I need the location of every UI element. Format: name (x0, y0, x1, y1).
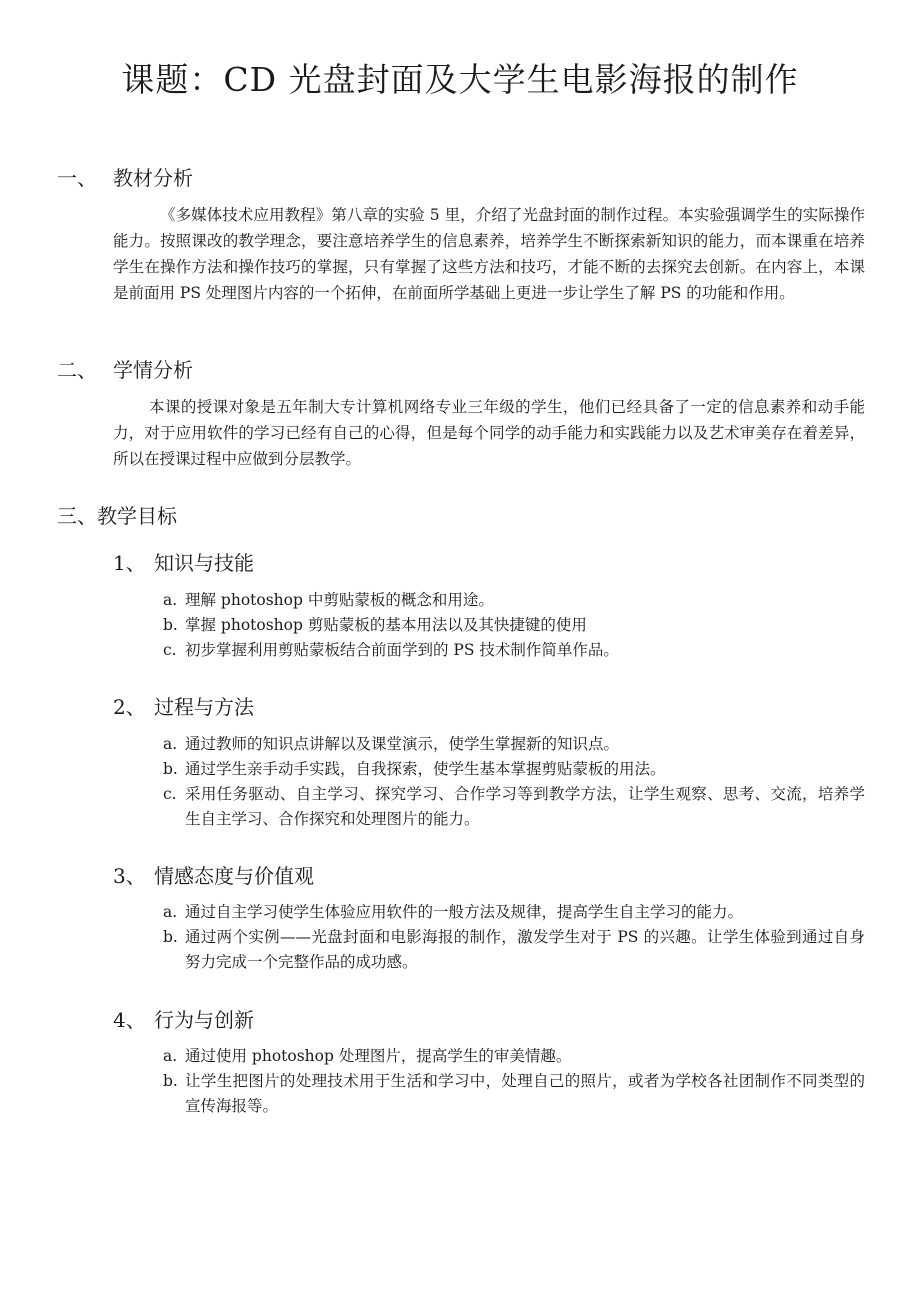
objective-heading-behavior-innovation (113, 1006, 254, 1034)
objective-title: 情感态度与价值观 (154, 864, 314, 888)
objective-heading-knowledge-skills (113, 549, 254, 577)
section-number: 一、 (57, 166, 97, 190)
list-marker: a. (163, 735, 178, 753)
list-item-text: 采用任务驱动、自主学习、探究学习、合作学习等到教学方法，让学生观察、思考、交流，培养学生自主学习、合作探究和处理图片的能力。 (185, 785, 865, 828)
section-number: 二、 (57, 358, 97, 382)
list-item (163, 900, 865, 925)
objective-title: 过程与方法 (154, 695, 254, 719)
section-heading-student-analysis (57, 356, 193, 384)
list-item (163, 925, 865, 975)
section-paragraph-student-analysis: 本课的授课对象是五年制大专计算机网络专业三年级的学生，他们已经具备了一定的信息素养和动手能力，对于应用软件的学习已经有自己的心得，但是每个同学的动手能力和实践能力以及艺术审美存在着差异，所以在授课过程中应做到分层教学。 (113, 398, 865, 468)
page-title: 课题：CD 光盘封面及大学生电影海报的制作 (121, 60, 799, 99)
section-title: 学情分析 (113, 358, 193, 382)
objective-number: 1、 (113, 551, 146, 575)
list-marker: b. (163, 760, 178, 778)
list-item-text: 理解 photoshop 中剪贴蒙板的概念和用途。 (185, 591, 494, 609)
list-marker: b. (163, 1072, 178, 1090)
list-item (163, 732, 865, 757)
section-paragraph-textbook-analysis: 《多媒体技术应用教程》第八章的实验 5 里，介绍了光盘封面的制作过程。本实验强调学生的实际操作能力。按照课改的教学理念，要注意培养学生的信息素养，培养学生不断探索新知识的能力，而本课重在培养学生在操作方法和操作技巧的掌握，只有掌握了这些方法和技巧，才能不断的去探究去创新。在内容上，本课是前面用 PS 处理图片内容的一个拓伸，在前面所学基础上更进一步让学生了解 PS 的功能和作用。 (113, 206, 865, 302)
section-number: 三、 (57, 504, 97, 528)
objective-number: 2、 (113, 695, 146, 719)
objective-list-behavior-innovation (163, 1044, 865, 1119)
list-item-text: 通过使用 photoshop 处理图片，提高学生的审美情趣。 (185, 1047, 572, 1065)
list-item (163, 1069, 865, 1119)
list-item-text: 通过两个实例——光盘封面和电影海报的制作，激发学生对于 PS 的兴趣。让学生体验到通过自身努力完成一个完整作品的成功感。 (185, 928, 865, 971)
objective-number: 4、 (113, 1008, 146, 1032)
section-heading-teaching-goals (57, 502, 177, 530)
list-item-text: 通过学生亲手动手实践，自我探索，使学生基本掌握剪贴蒙板的用法。 (185, 760, 666, 778)
list-item (163, 638, 865, 663)
list-marker: b. (163, 616, 178, 634)
list-item-text: 让学生把图片的处理技术用于生活和学习中，处理自己的照片，或者为学校各社团制作不同类型的宣传海报等。 (185, 1072, 865, 1115)
objective-number: 3、 (113, 864, 146, 888)
objective-title: 知识与技能 (154, 551, 254, 575)
list-marker: a. (163, 591, 178, 609)
list-item (163, 1044, 865, 1069)
objective-list-attitude-values (163, 900, 865, 975)
list-item-text: 通过教师的知识点讲解以及课堂演示，使学生掌握新的知识点。 (185, 735, 620, 753)
objective-heading-process-methods (113, 693, 254, 721)
list-marker: a. (163, 903, 178, 921)
list-item (163, 588, 865, 613)
list-marker: a. (163, 1047, 178, 1065)
objective-title: 行为与创新 (154, 1008, 254, 1032)
section-title: 教材分析 (113, 166, 193, 190)
objective-heading-attitude-values (113, 862, 314, 890)
list-marker: c. (163, 785, 177, 803)
list-item-text: 掌握 photoshop 剪贴蒙板的基本用法以及其快捷键的使用 (185, 616, 587, 634)
list-marker: b. (163, 928, 178, 946)
section-heading-textbook-analysis (57, 164, 193, 192)
list-item-text: 通过自主学习使学生体验应用软件的一般方法及规律，提高学生自主学习的能力。 (185, 903, 744, 921)
list-item (163, 782, 865, 832)
objective-list-process-methods (163, 732, 865, 832)
section-title: 教学目标 (97, 504, 177, 528)
list-item (163, 757, 865, 782)
list-item-text: 初步掌握利用剪贴蒙板结合前面学到的 PS 技术制作简单作品。 (185, 641, 619, 659)
list-item (163, 613, 865, 638)
objective-list-knowledge-skills (163, 588, 865, 663)
list-marker: c. (163, 641, 177, 659)
